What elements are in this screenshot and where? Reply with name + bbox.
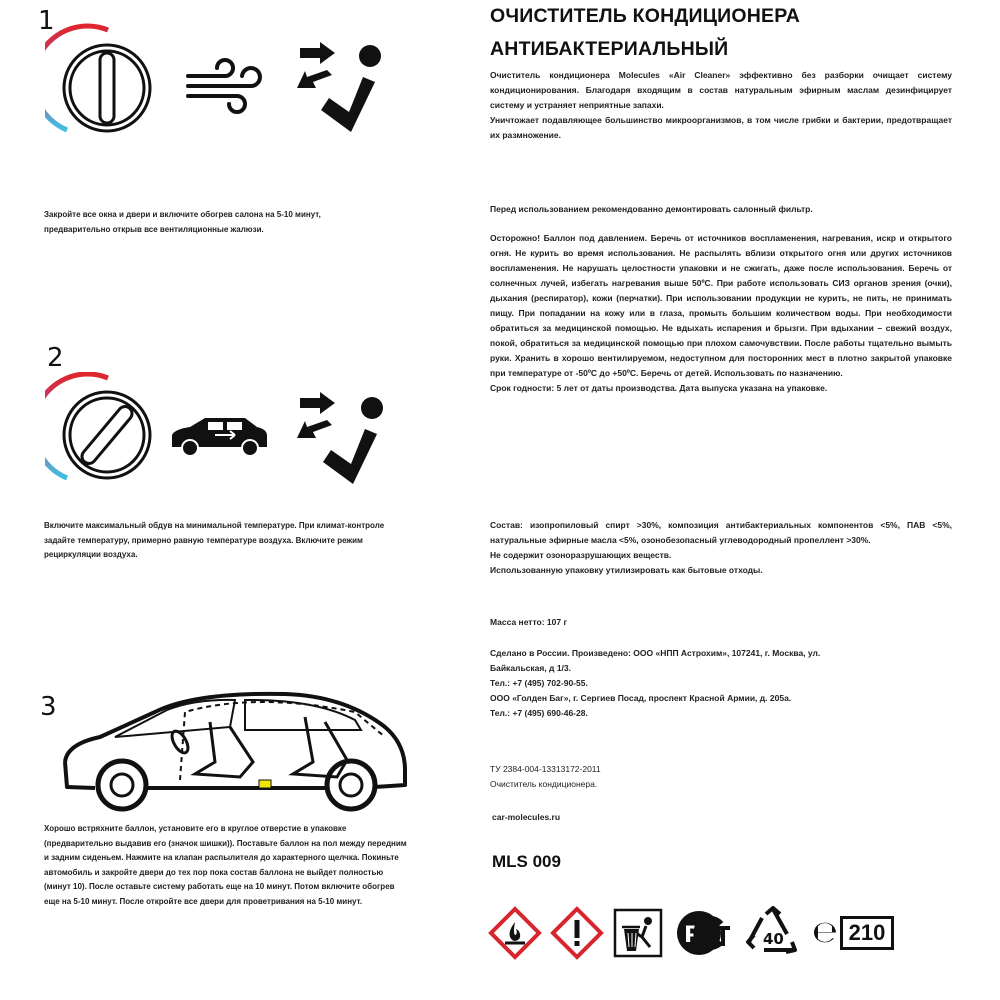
phone-1: Тел.: +7 (495) 702-90-55. [490,678,588,688]
manufacturer-2-text: ООО «Голден Баг», г. Сергиев Посад, проспект Красной Армии, д. 205а. [490,693,792,703]
e-mark-icon: ℮ [812,915,838,950]
car-interior-diagram-icon [55,682,415,822]
title-line-2: АНТИБАКТЕРИАЛЬНЫЙ [490,38,729,60]
step-2-icons [45,372,405,497]
shelf-life-lead: Срок годности: [490,383,555,393]
svg-text:40: 40 [763,930,784,948]
disposal-text: Использованную упаковку утилизировать как бытовые отходы. [490,565,763,575]
exclamation-hazard-icon [550,906,604,960]
shelf-life-body: 5 лет от даты производства. Дата выпуска указана на упаковке. [556,383,828,393]
phone-2: Тел.: +7 (495) 690-46-28. [490,708,588,718]
warning-lead: Осторожно! [490,233,541,243]
product-type: Очиститель кондиционера. [490,779,598,789]
air-direction-arrows-icon [297,42,335,88]
air-direction-arrows-icon [297,392,335,438]
manufacturer-text [490,646,825,676]
intro-text: Очиститель кондиционера Molecules «Air Cleaner» эффективно без разборки очищает систему кондиционирования. Благодаря входящим в состав натуральным эфирным маслам дезинфицирует систему и устраняет неприятные запахи. [490,70,952,110]
warning-body: Баллон под давлением. Беречь от источников воспламенения, нагревания, искр и открытого огня. Не курить во время использования. Не распылять вблизи открытого огня или других источников воспламенения. Не нарушать целостности упаковки и не сжигать, даже после использования. Беречь от солнечных лучей, избегать нагревания выше 50ºC. При работе использовать СИЗ органов зрения (очки), дыхания (респиратор), кожи (перчатки). При использовании продукции не курить, не пить, не принимать пищу. При попадании на кожу или в глаза, промыть большим количеством воды. При необходимости обратиться за медицинской помощью. Не вдыхать испарения и брызги. При вдыхании – свежий воздух, покой, обратиться за медицинской помощью при плохом самочувствии. После работы тщательно вымыть руки. Хранить в хорошо вентилируемом, недоступном для посторонних мест в плотно закрытой упаковке при температуре от -50ºC до +50ºC. Беречь от детей. Использовать по назначению. [490,233,952,378]
composition-lead: Состав: [490,520,523,530]
no-ozone-text: Не содержит озоноразрушающих веществ. [490,550,672,560]
fan-dial-icon [45,26,150,131]
fan-dial-icon [45,374,150,478]
flammable-hazard-icon [488,906,542,960]
step-2-number: 2 [47,343,64,373]
seated-person-icon [321,45,381,132]
net-mass: Масса нетто: 107 г [490,617,567,627]
intro-text-2: Уничтожает подавляющее большинство микроорганизмов, в том числе грибки и бактерии, предотвращает их размножение. [490,115,952,140]
step-3-text: Хорошо встряхните баллон, установите его в круглое отверстие в упаковке (предварительно выдавив его (значок шишки)). Поставьте баллон на пол между передним и задним сиденьем. Нажмите на клапан распылителя до характерного щелчка. Покиньте автомобиль и закройте двери до тех пор пока состав баллона не выйдет полностью (минут 10). После оставьте систему работать еще на 10 минут. Потом включите обогрев еще на 5-10 минут. После откройте все двери для проветривания на 5-10 минут. [44,824,407,906]
step-2-text: Включите максимальный обдув на минимальной температуре. При климат-контроле задайте температуру, примерно равную температуре воздуха. Включите режим рециркуляции воздуха. [44,521,385,559]
step-1-number: 1 [38,6,55,36]
before-use-text: Перед использованием рекомендованно демонтировать салонный фильтр. [490,204,813,214]
step-2-illustration [45,372,405,492]
seated-person-icon [323,397,383,484]
composition-text [490,518,952,548]
airflow-icon [188,60,260,112]
standard-code: ТУ 2384-004-13313172-2011 [490,764,601,774]
car-recirculation-icon [172,418,267,456]
trash-bin-icon [612,907,664,959]
made-in-body: Произведено: ООО «НПП Астрохим», 107241, г. Москва, ул. Байкальская, д 1/3. [490,648,821,673]
step-3-number: 3 [40,692,57,722]
svg-text:Р: Р [684,923,701,948]
title-line-1: ОЧИСТИТЕЛЬ КОНДИЦИОНЕРА [490,5,800,27]
step-3-icons [55,682,415,827]
pictogram-row [488,905,894,961]
warning-text [490,231,952,396]
rst-certification-icon [672,906,734,960]
volume-label: 210 [840,916,895,950]
step-1-text: Закройте все окна и двери и включите обогрев салона на 5-10 минут, предварительно открыв все вентиляционные жалюзи. [44,210,321,234]
website: car-molecules.ru [492,812,561,822]
recycle-40-icon [742,904,804,962]
made-in-lead: Сделано в России. [490,648,570,658]
composition-body: изопропиловый спирт >30%, композиция антибактериальных компонентов <5%, ПАВ <5%, натуральные эфирные масла <5%, озонобезопасный углеводородный пропеллент >30%. [490,520,952,545]
step-1-illustration [45,20,405,140]
model-code: MLS 009 [492,852,561,871]
step-1-icons [45,20,405,145]
